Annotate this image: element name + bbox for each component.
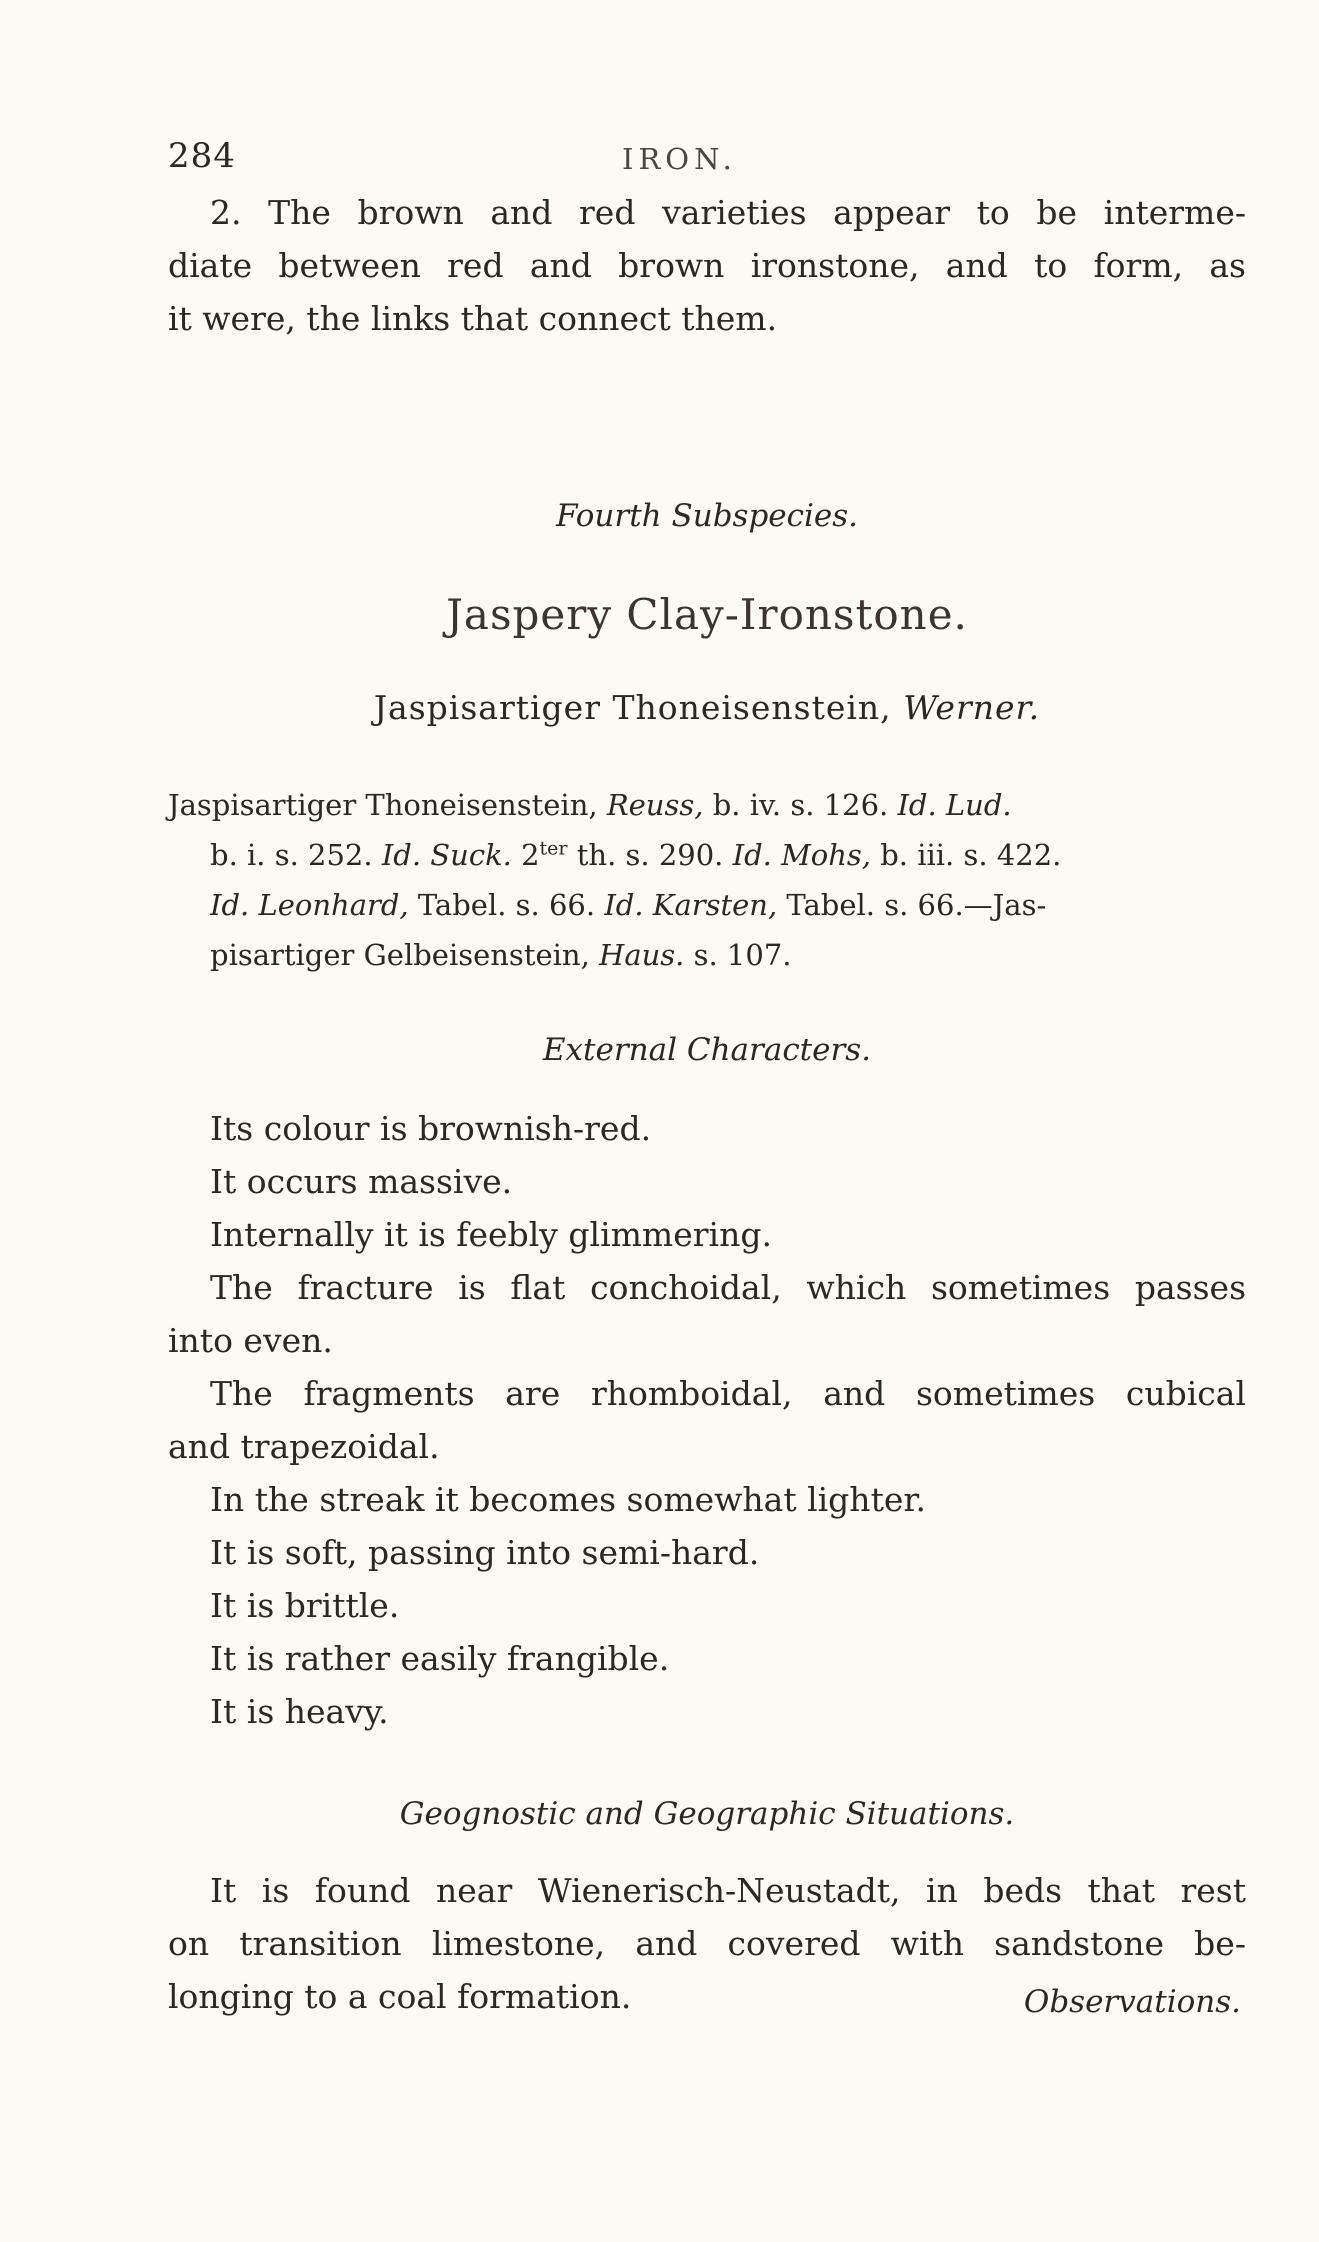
reference-line	[168, 780, 1248, 830]
ref-part: b. iv. s. 126.	[703, 788, 898, 822]
ref-part: Id. Karsten,	[604, 888, 778, 922]
character-line: into even.	[168, 1321, 333, 1360]
ref-part: 2	[511, 838, 540, 872]
geognostic-heading: Geognostic and Geographic Situations.	[399, 1796, 1015, 1832]
paragraph-line: diate between red and brown ironstone, and to form, as	[168, 246, 1246, 285]
ref-part: pisartiger Gelbeisenstein,	[210, 938, 600, 972]
external-characters-heading: External Characters.	[542, 1032, 872, 1068]
ref-part: th. s. 290.	[567, 838, 733, 872]
character-line: It is soft, passing into semi-hard.	[210, 1533, 760, 1572]
running-title: IRON.	[622, 142, 737, 176]
paragraph-line: it were, the links that connect them.	[168, 299, 778, 338]
ref-part: Haus.	[599, 938, 685, 972]
synonym-line	[168, 688, 1246, 727]
synonym-author: Werner.	[903, 688, 1041, 727]
character-line: and trapezoidal.	[168, 1427, 440, 1466]
ref-part: Id. Leonhard,	[210, 888, 409, 922]
character-line: It is rather easily frangible.	[210, 1639, 670, 1678]
ref-part: s. 107.	[684, 938, 792, 972]
subspecies-heading: Fourth Subspecies.	[555, 498, 859, 534]
geognostic-line: longing to a coal formation.	[168, 1977, 632, 2016]
page-number: 284	[168, 136, 236, 176]
ref-part: b. i. s. 252.	[210, 838, 382, 872]
character-line: The fragments are rhomboidal, and sometimes cubical	[210, 1374, 1246, 1413]
character-line: Its colour is brownish-red.	[210, 1109, 652, 1148]
paragraph-varieties	[168, 186, 1246, 345]
character-line: Internally it is feebly glimmering.	[210, 1215, 772, 1254]
character-line: It is heavy.	[210, 1692, 389, 1731]
references-block	[168, 780, 1248, 980]
geognostic-line: on transition limestone, and covered with sandstone be-	[168, 1924, 1246, 1963]
synonym-name: Jaspisartiger Thoneisenstein,	[373, 688, 892, 727]
characters-list	[168, 1102, 1246, 1738]
character-line: The fracture is flat conchoidal, which sometimes passes	[210, 1268, 1246, 1307]
ref-part: Reuss,	[606, 788, 704, 822]
ref-part: Id. Lud.	[897, 788, 1012, 822]
reference-line	[168, 880, 1248, 930]
ref-part: Id. Suck.	[381, 838, 512, 872]
ref-part: Tabel. s. 66.	[408, 888, 605, 922]
ref-part: Jaspisartiger Thoneisenstein,	[168, 788, 607, 822]
species-title: Jaspery Clay-Ironstone.	[446, 590, 968, 639]
ref-part: Tabel. s. 66.—Jas-	[777, 888, 1047, 922]
reference-line	[168, 830, 1248, 880]
paragraph-line: 2. The brown and red varieties appear to be interme-	[210, 193, 1246, 232]
ref-part: b. iii. s. 422.	[871, 838, 1062, 872]
character-line: It is brittle.	[210, 1586, 400, 1625]
ref-superscript: ter	[539, 837, 568, 860]
character-line: It occurs massive.	[210, 1162, 513, 1201]
geognostic-line: It is found near Wienerisch-Neustadt, in beds that rest	[210, 1871, 1246, 1910]
ref-part: Id. Mohs,	[732, 838, 871, 872]
catchword: Observations.	[1023, 1984, 1241, 2020]
character-line: In the streak it becomes somewhat lighter.	[210, 1480, 926, 1519]
reference-line	[168, 930, 1248, 980]
